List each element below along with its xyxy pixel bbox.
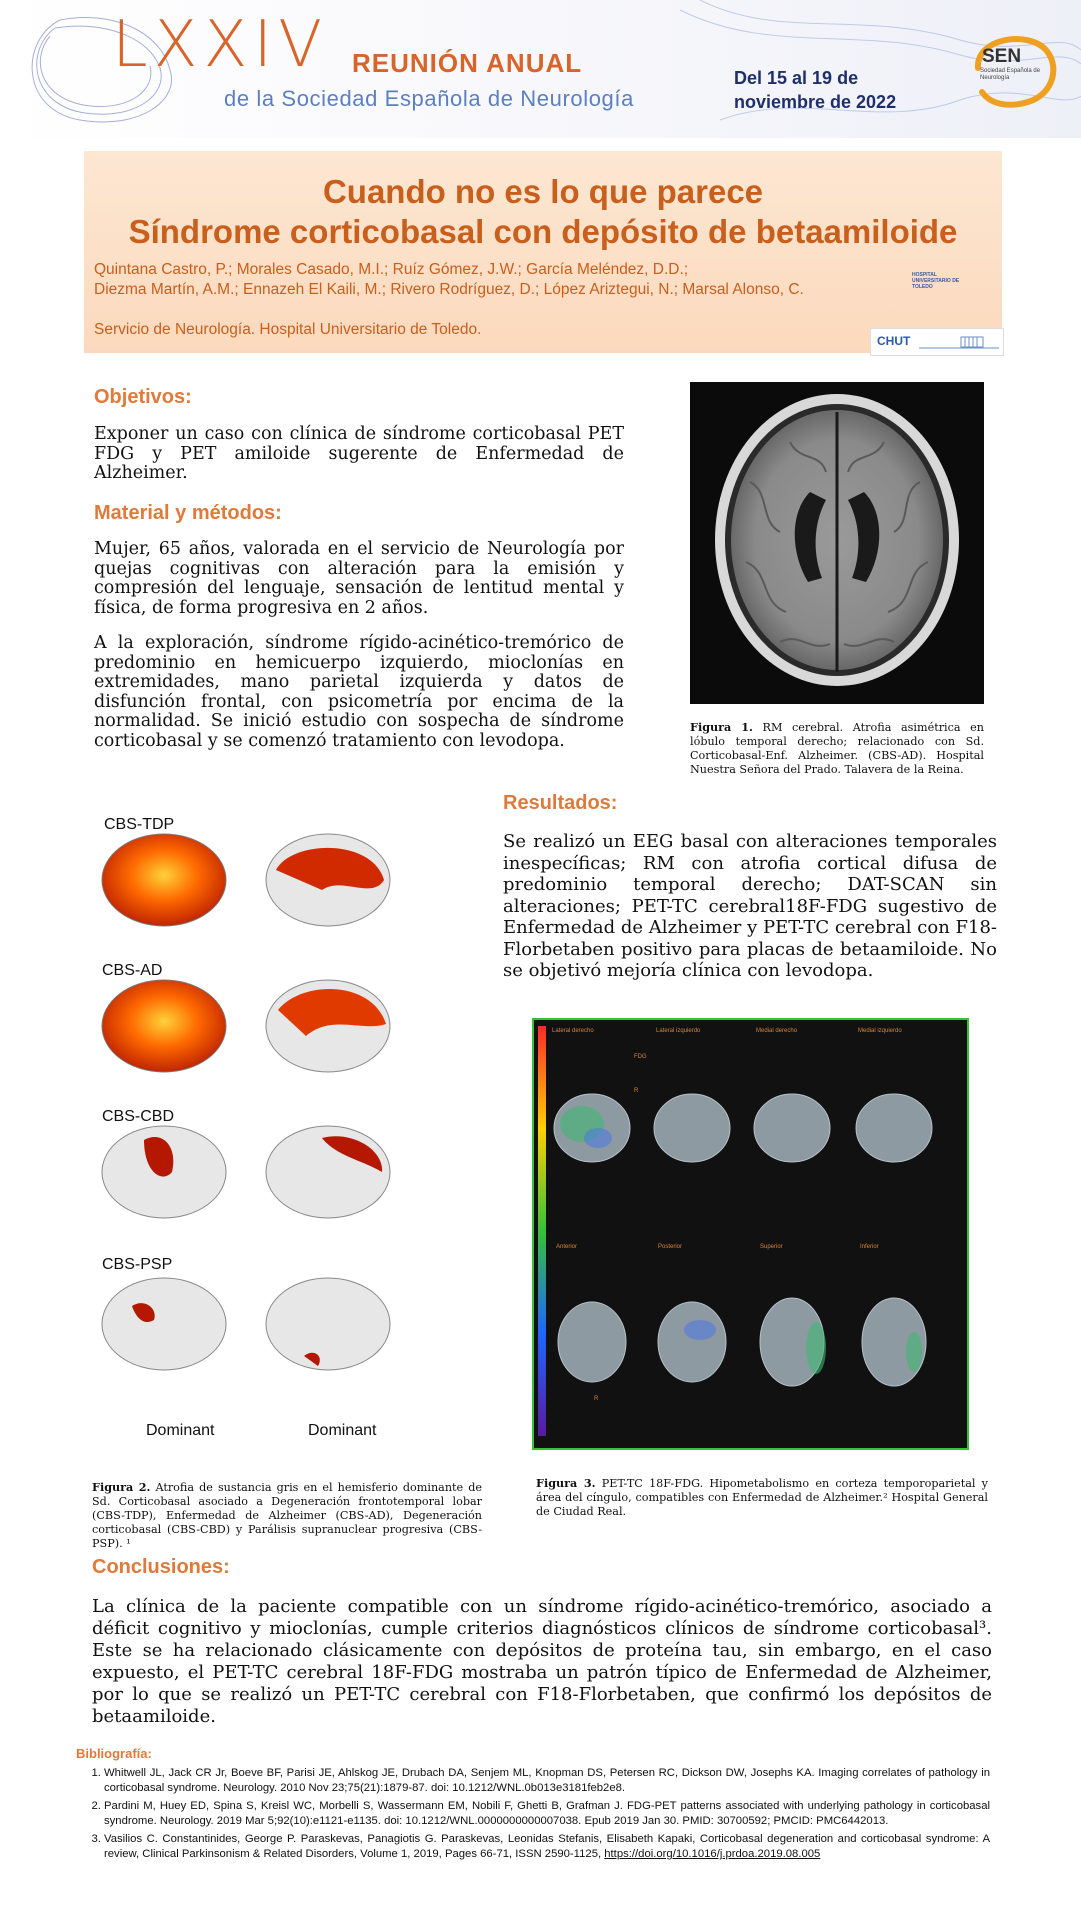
figure-3-caption [536, 1476, 988, 1519]
label-medial-derecho: Medial derecho [756, 1028, 798, 1034]
figure-1-label: Figura 1. [690, 720, 753, 734]
reference-3-text: Vasilios C. Constantinides, George P. Paraskevas, Panagiotis G. Paraskevas, Leonidas Stefanis, Elisabeth Kapaki, Corticobasal degeneration and corticobasal syndrome: A review, Clinical Parkinsonism & Related Disorders, Volume 1, 2019, Pages 66-71, ISSN 2590-1125, [104, 1833, 990, 1860]
figure-2-text: Atrofia de sustancia gris en el hemisferio dominante de Sd. Corticobasal asociado a Degeneración frontotemporal lobar (CBS-TDP), Enfermedad de Alzheimer (CBS-AD), Degeneración corticobasal (CBS-CBD) y Parálisis supranuclear progresiva (CBS-PSP). ¹ [92, 1481, 482, 1550]
svg-text:R: R [594, 1396, 599, 1402]
reference-2: 2. Pardini M, Huey ED, Spina S, Kreisl WC, Morbelli S, Wassermann EM, Nobili F, Ghetti B, Grafman J. FDG-PET patterns associated with underlying pathology in corticobasal syndrome. Neurology. 2019 Mar 5;92(10):e1121-e1135. doi: 10.1212/WNL.0000000000007038. Epub 2019 Jan 30. PMID: 30700592; PMCID: PMC6442013. [104, 1799, 990, 1828]
reference-3 [104, 1832, 990, 1861]
edition-number: LXXIV [112, 8, 328, 82]
color-scale-bar [538, 1026, 546, 1436]
resultados-text: Se realizó un EEG basal con alteraciones temporales inespecíficas; RM con atrofia cortical difusa de predominio temporal derecho; DAT-SCAN sin alteraciones; PET-TC cerebral18F-FDG sugestivo de Enfermedad de Alzheimer y PET-TC cerebral con F18-Florbetaben positivo para placas de betaamiloide. No se objetivó mejoría clínica con levodopa. [503, 831, 997, 981]
label-dominant-left: Dominant [146, 1422, 215, 1439]
chut-logo-text: CHUT [877, 334, 911, 348]
objetivos-text: Exponer un caso con clínica de síndrome corticobasal PET FDG y PET amiloide sugerente de Enfermedad de Alzheimer. [94, 424, 624, 483]
affiliation: Servicio de Neurología. Hospital Universitario de Toledo. [94, 321, 482, 338]
material-heading: Material y métodos: [94, 502, 282, 524]
figure-1-text: RM cerebral. Atrofia asimétrica en lóbulo temporal derecho; relacionado con Sd. Corticobasal-Enf. Alzheimer. (CBS-AD). Hospital Nuestra Señora del Prado. Talavera de la Reina. [690, 721, 984, 776]
label-posterior: Posterior [658, 1244, 683, 1250]
society-name: de la Sociedad Española de Neurología [224, 86, 634, 111]
figure-3-label: Figura 3. [536, 1476, 596, 1490]
material-paragraph-2: A la exploración, síndrome rígido-acinético-tremórico de predominio en hemicuerpo izquierdo, mioclonías en extremidades, mano parietal izquierda y datos de disfunción frontal, con psicometría por encima de la normalidad. Se inició estudio con sospecha de síndrome corticobasal y se comenzó tratamiento con levodopa. [94, 633, 624, 751]
label-cbs-psp: CBS-PSP [102, 1256, 173, 1273]
conclusiones-heading: Conclusiones: [92, 1556, 230, 1578]
dates-line-2: noviembre de 2022 [734, 92, 897, 112]
figure-1-caption [690, 720, 984, 777]
label-lateral-derecho: Lateral derecho [552, 1028, 594, 1034]
meeting-title: REUNIÓN ANUAL [352, 48, 583, 78]
dates-line-1: Del 15 al 19 de [734, 68, 859, 88]
reference-1: 1. Whitwell JL, Jack CR Jr, Boeve BF, Parisi JE, Ahlskog JE, Drubach DA, Senjem ML, Knopman DS, Petersen RC, Dickson DW, Josephs KA. Imaging correlates of pathology in corticobasal syndrome. Neurology. 2010 Nov 23;75(21):1879-87. doi: 10.1212/WNL.0b013e3181feb2e8. [104, 1766, 990, 1795]
mri-image [690, 382, 984, 704]
figure-2-caption [92, 1480, 482, 1551]
label-inferior: Inferior [860, 1244, 879, 1250]
poster-title-line-2: Síndrome corticobasal con depósito de betaamiloide [128, 213, 958, 250]
label-anterior: Anterior [556, 1244, 578, 1250]
figure-3-text: PET-TC 18F-FDG. Hipometabolismo en corteza temporoparietal y área del cíngulo, compatibles con Enfermedad de Alzheimer.² Hospital General de Ciudad Real. [536, 1477, 988, 1518]
label-medial-izquierdo: Medial izquierdo [858, 1028, 902, 1034]
pet-scan-views [534, 1020, 967, 1448]
svg-text:R: R [634, 1088, 639, 1094]
conclusiones-text: La clínica de la paciente compatible con un síndrome rígido-acinético-tremórico, asociado a déficit cognitivo y mioclonías, cumple criterios diagnósticos clínicos de síndrome corticobasal³. Este se ha relacionado clásicamente con depósitos de proteína tau, sin embargo, en el caso expuesto, el PET-TC cerebral 18F-FDG mostraba un patrón típico de Enfermedad de Alzheimer, por lo que se realizó un PET-TC cerebral con F18-Florbetaben, que confirmó los depósitos de betaamiloide. [92, 1596, 992, 1727]
label-cbs-ad: CBS-AD [102, 962, 163, 979]
reference-3-doi-link[interactable]: https://doi.org/10.1016/j.prdoa.2019.08.005 [604, 1847, 821, 1860]
row-cbs-tdp [102, 834, 390, 926]
label-superior: Superior [760, 1244, 783, 1250]
label-dominant-right: Dominant [308, 1422, 377, 1439]
label-tracer: FDG [634, 1054, 647, 1060]
bibliografia-heading: Bibliografía: [76, 1746, 152, 1761]
figure-3-pet-fdg [532, 1018, 969, 1450]
label-cbs-cbd: CBS-CBD [102, 1108, 175, 1125]
authors-line-2: Diezma Martín, A.M.; Ennazeh El Kaili, M.; Rivero Rodríguez, D.; López Ariztegui, N.; Marsal Alonso, C. [94, 281, 804, 298]
label-cbs-tdp: CBS-TDP [104, 816, 175, 833]
mri-axial-brain-icon [690, 382, 984, 704]
sen-logo-subtitle: Sociedad Española de Neurología [980, 68, 1041, 81]
poster-title-line-1: Cuando no es lo que parece [322, 173, 764, 210]
objetivos-heading: Objetivos: [94, 386, 192, 408]
row-cbs-ad [102, 980, 390, 1072]
author-list [94, 260, 894, 300]
bibliography-list [76, 1766, 990, 1866]
hospital-building-icon [919, 333, 999, 351]
row-cbs-cbd [102, 1126, 390, 1218]
figure-2-brain-atrophy [92, 800, 432, 1450]
figure-2-label: Figura 2. [92, 1480, 151, 1494]
row-cbs-psp [102, 1278, 390, 1370]
label-lateral-izquierdo: Lateral izquierdo [656, 1028, 701, 1034]
chut-logo [870, 328, 1004, 356]
hospital-logo: HOSPITAL UNIVERSITARIO DE TOLEDO [912, 272, 960, 290]
material-paragraph-1: Mujer, 65 años, valorada en el servicio de Neurología por quejas cognitivas con alteración para la emisión y compresión del lenguaje, sensación de lentitud mental y física, de forma progresiva en 2 años. [94, 539, 624, 618]
authors-line-1: Quintana Castro, P.; Morales Casado, M.I.; Ruíz Gómez, J.W.; García Meléndez, D.D.; [94, 261, 689, 278]
resultados-heading: Resultados: [503, 792, 618, 814]
sen-logo-text: SEN [982, 46, 1022, 67]
meeting-dates [734, 66, 896, 114]
